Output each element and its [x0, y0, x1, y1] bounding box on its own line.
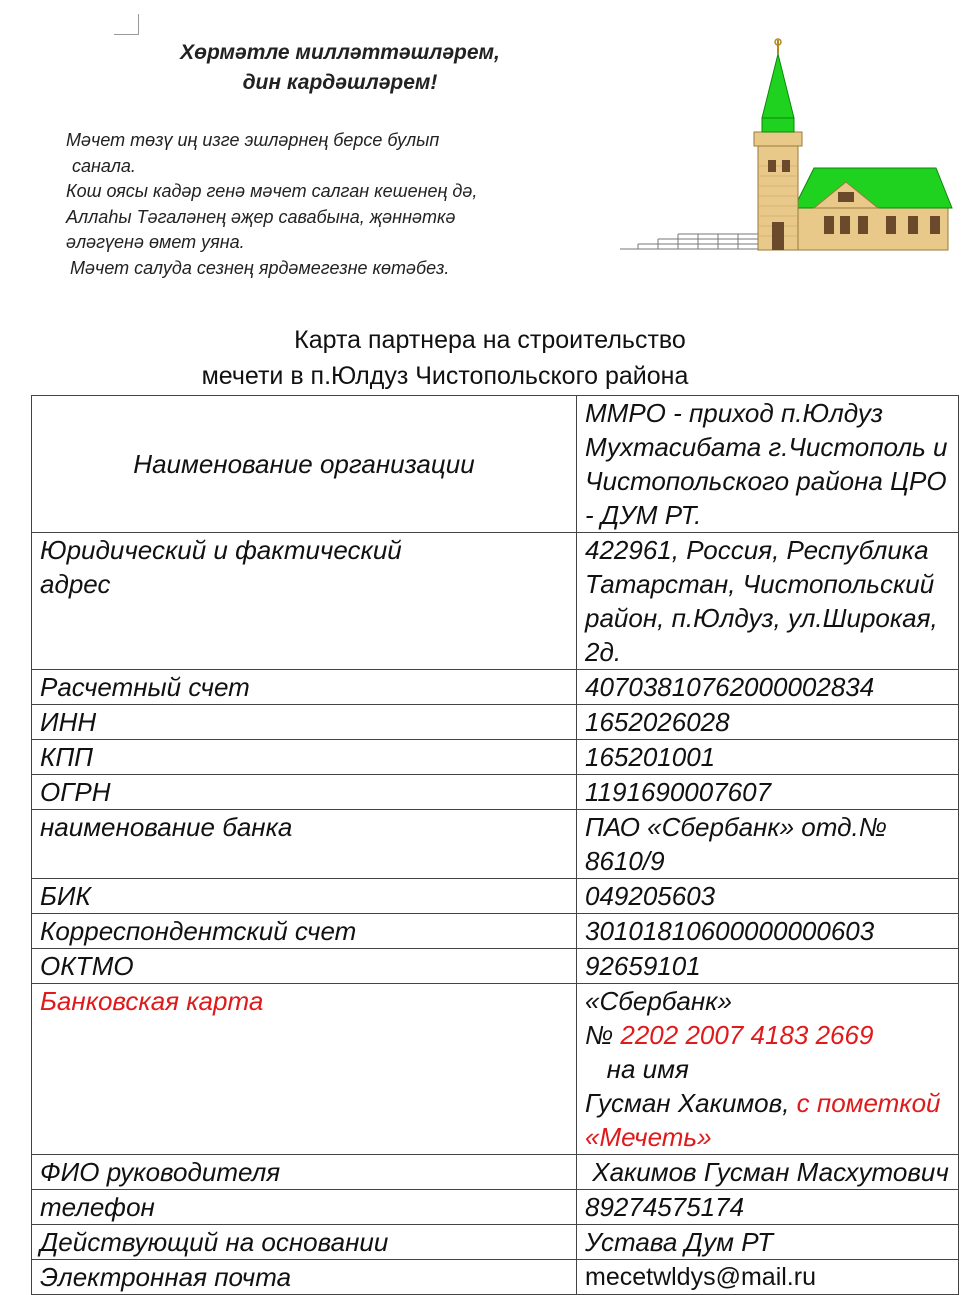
table-value-cell: 40703810762000002834: [577, 670, 959, 705]
card-number: 2202 2007 4183 2669: [620, 1020, 874, 1050]
table-row: [32, 984, 959, 1155]
table-value-cell: 1652026028: [577, 705, 959, 740]
card-number-line: [585, 1018, 950, 1086]
table-row: [32, 914, 959, 949]
table-label-cell: БИК: [32, 879, 577, 914]
table-label-cell: ОКТМО: [32, 949, 577, 984]
table-row: [32, 670, 959, 705]
table-row: [32, 396, 959, 533]
card-holder: Гусман Хакимов,: [585, 1088, 797, 1118]
title-line-1: Карта партнера на строительство: [294, 326, 686, 354]
page-title: [60, 322, 920, 394]
card-note: с пометкой «Мечеть»: [585, 1088, 941, 1152]
card-bank: «Сбербанк»: [585, 986, 732, 1016]
table-label-cell: Электронная почта: [32, 1260, 577, 1295]
table-row: [32, 949, 959, 984]
table-value-cell: 165201001: [577, 740, 959, 775]
table-label-cell-bank-card: Банковская карта: [32, 984, 577, 1155]
table-value-cell: Устава Дум РТ: [577, 1225, 959, 1260]
email-link[interactable]: mecetwldys@mail.ru: [577, 1260, 959, 1295]
greeting-line-2: дин кардәшләрем!: [242, 71, 438, 94]
appeal-line: санала.: [72, 155, 136, 176]
appeal-text: [66, 128, 626, 281]
table-row: [32, 1225, 959, 1260]
table-label-cell: ИНН: [32, 705, 577, 740]
appeal-line: Кош оясы кадәр генә мәчет салган кешенең дә,: [66, 181, 478, 201]
table-value-cell: ПАО «Сбербанк» отд.№ 8610/9: [577, 810, 959, 879]
appeal-line: Аллаһы Тәгаләнең әҗер савабына, җәннәткә: [66, 206, 456, 227]
table-row: [32, 879, 959, 914]
table-value-cell: ММРО - приход п.Юлдуз Мухтасибата г.Чистополь и Чистопольского района ЦРО - ДУМ РТ.: [577, 396, 959, 533]
table-value-cell: 1191690007607: [577, 775, 959, 810]
table-row: [32, 775, 959, 810]
title-line-2: мечети в п.Юлдуз Чистопольского района: [201, 362, 689, 390]
table-label-cell: наименование банка: [32, 810, 577, 879]
table-row: [32, 1155, 959, 1190]
table-label-cell: Корреспондентский счет: [32, 914, 577, 949]
page-corner-mark: [114, 14, 139, 35]
appeal-line: Мәчет салуда сезнең ярдәмегезне көтәбез.: [70, 257, 450, 278]
table-label-cell: ОГРН: [32, 775, 577, 810]
greeting-line-1: Хөрмәтле милләттәшләрем,: [180, 41, 500, 64]
appeal-line: Мәчет төзү иң изге эшләрнең берсе булып: [66, 130, 440, 150]
mosque-illustration: [618, 36, 958, 254]
table-label-cell: Расчетный счет: [32, 670, 577, 705]
table-value-cell: 89274575174: [577, 1190, 959, 1225]
card-name-prefix: на имя: [585, 1054, 689, 1084]
card-holder-line: [585, 1086, 950, 1154]
table-value-cell: 92659101: [577, 949, 959, 984]
table-row: [32, 533, 959, 670]
table-value-cell: 049205603: [577, 879, 959, 914]
table-value-cell: 422961, Россия, Республика Татарстан, Чистопольский район, п.Юлдуз, ул.Широкая, 2д.: [577, 533, 959, 670]
table-row: [32, 810, 959, 879]
table-value-cell: Хакимов Гусман Масхутович: [577, 1155, 959, 1190]
greeting: [150, 38, 530, 98]
table-label-cell: телефон: [32, 1190, 577, 1225]
table-row: [32, 1260, 959, 1295]
table-label-cell: Действующий на основании: [32, 1225, 577, 1260]
appeal-line: әләгүенә өмет уяна.: [66, 232, 245, 252]
table-label-cell: ФИО руководителя: [32, 1155, 577, 1190]
table-row: [32, 740, 959, 775]
table-label-cell: Наименование организации: [32, 396, 577, 533]
table-value-cell-bank-card: [577, 984, 959, 1155]
table-row: [32, 1190, 959, 1225]
card-number-prefix: №: [585, 1020, 621, 1050]
table-label-cell: Юридический и фактический адрес: [32, 533, 577, 670]
partner-card-table: [31, 395, 959, 1295]
table-label-cell: КПП: [32, 740, 577, 775]
table-value-cell: 30101810600000000603: [577, 914, 959, 949]
table-row: [32, 705, 959, 740]
